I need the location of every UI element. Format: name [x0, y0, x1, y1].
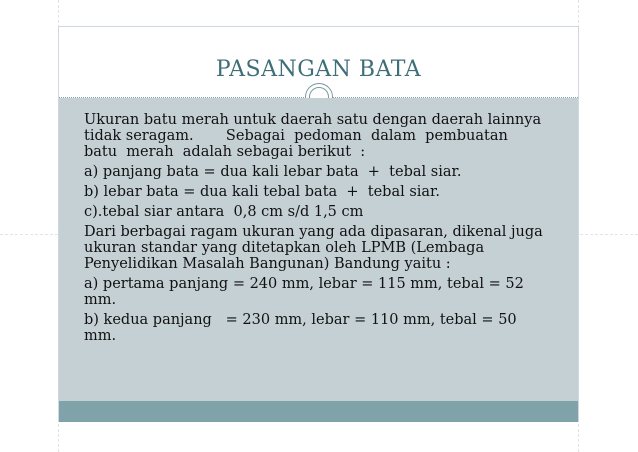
text-line: a) pertama panjang = 240 mm, lebar = 115 mm, tebal = 52	[84, 276, 524, 292]
paragraph-size-second	[84, 312, 564, 344]
footer-band	[59, 401, 578, 422]
paragraph-rule-b	[84, 184, 564, 200]
text-line: Ukuran batu merah untuk daerah satu dengan daerah lainnya	[84, 112, 542, 128]
text-line: a) panjang bata = dua kali lebar bata + tebal siar.	[84, 164, 462, 180]
text-line: Penyelidikan Masalah Bangunan) Bandung yaitu :	[84, 256, 451, 272]
text-line: b) kedua panjang = 230 mm, lebar = 110 mm, tebal = 50	[84, 312, 517, 328]
text-line: mm.	[84, 328, 117, 344]
text-line: tidak seragam. Sebagai pedoman dalam pembuatan	[84, 128, 508, 144]
text-line: Dari berbagai ragam ukuran yang ada dipasaran, dikenal juga	[84, 224, 543, 240]
text-line: b) lebar bata = dua kali tebal bata + tebal siar.	[84, 184, 441, 200]
text-line: batu merah adalah sebagai berikut :	[84, 144, 366, 160]
paragraph-rule-c	[84, 204, 564, 220]
slide	[58, 26, 579, 422]
text-line: mm.	[84, 292, 117, 308]
paragraph-size-first	[84, 276, 564, 308]
paragraph-intro	[84, 112, 564, 160]
content-panel	[59, 98, 578, 401]
text-line: ukuran standar yang ditetapkan oleh LPMB (Lembaga	[84, 240, 485, 256]
paragraph-standard	[84, 224, 564, 272]
paragraph-rule-a	[84, 164, 564, 180]
slide-title: PASANGAN BATA	[215, 57, 422, 82]
text-line: c).tebal siar antara 0,8 cm s/d 1,5 cm	[84, 204, 364, 220]
